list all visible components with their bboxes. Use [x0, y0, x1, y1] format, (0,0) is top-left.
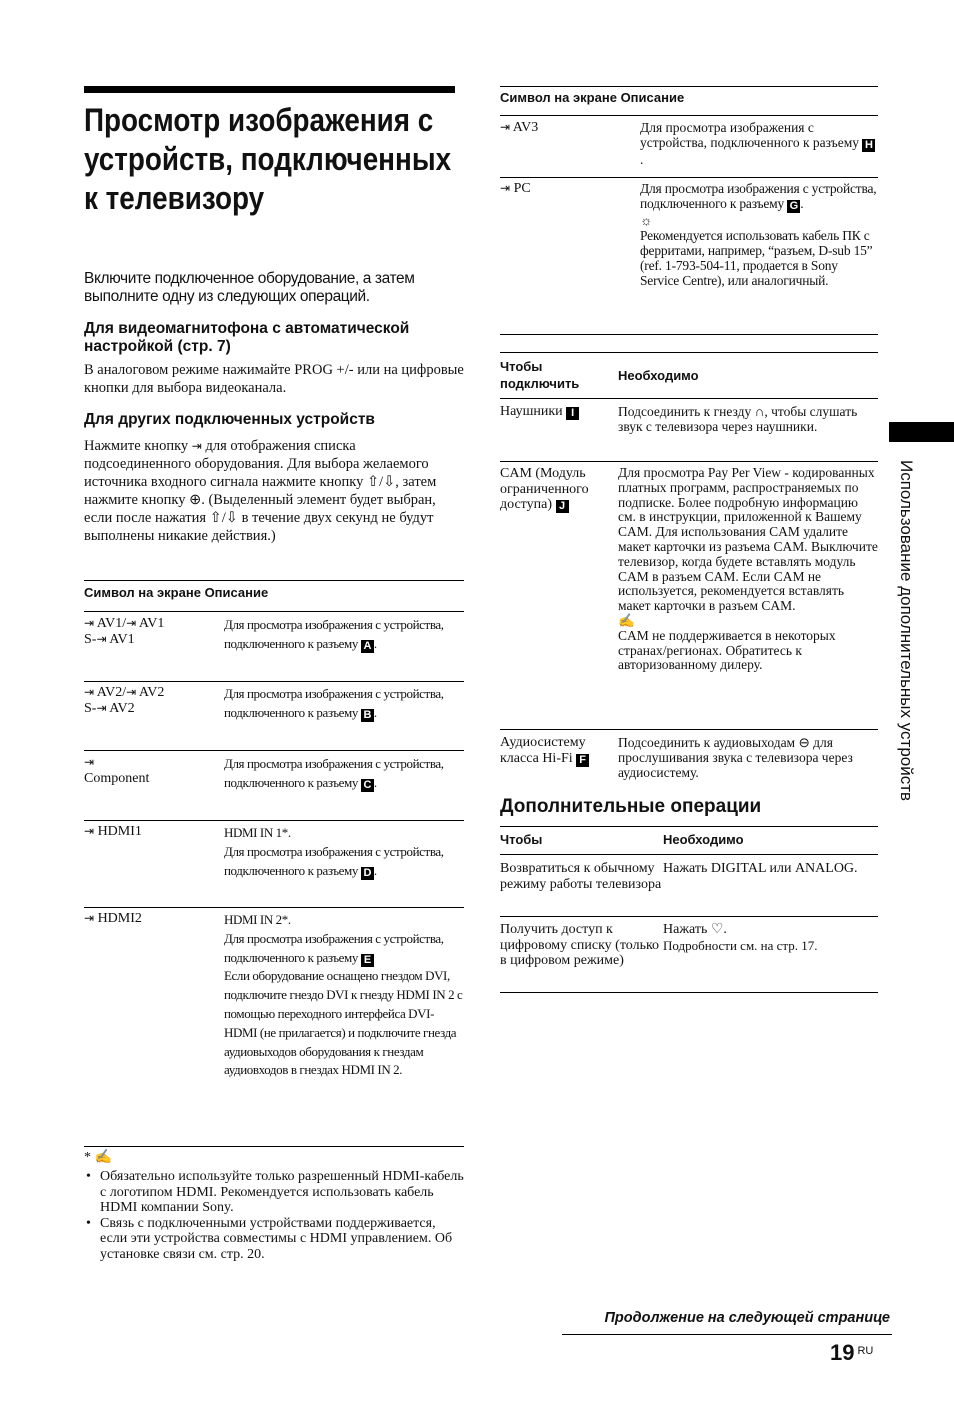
extra-ops-header: Чтобы Необходимо [500, 832, 744, 847]
other-text-part1: Нажмите кнопку [84, 438, 192, 454]
col-need-header: Необходимо [618, 367, 699, 383]
section-tab [889, 422, 954, 442]
connector-letter: F [576, 754, 589, 767]
list-item: • Связь с подключенными устройствами поддерживается, если эти устройства совместимы с HDMI управлением. Об установке связи см. стр. 20. [84, 1216, 464, 1263]
svideo-icon: ⇥ [96, 631, 107, 646]
col-to-header: Чтобы подключить [500, 359, 580, 391]
connector-letter: A [361, 640, 374, 653]
table-row: Возвратиться к обычному режиму работы телевизора Нажать DIGITAL или ANALOG. [500, 861, 858, 892]
section-tab-label: Использование дополнительных устройств [897, 460, 916, 802]
other-heading: Для других подключенных устройств [84, 411, 375, 428]
hdmi-icon: ⇥ [84, 911, 95, 925]
connector-letter: J [556, 500, 569, 513]
connector-letter: E [361, 954, 374, 967]
table-row: Получить доступ к цифровому списку (только в цифровом режиме) Нажать ♡. Подробности см. на стр. 17. [500, 922, 818, 968]
input-icon: ⇥ [84, 616, 95, 630]
table-row: CAM (Модуль ограниченного доступа) J Для просмотра Pay Per View - кодированных платных программ, распространяемых по подписке. Более подробную информацию см. в инструкции, приложенной к Вашему CAM. Для использования CAM удалите макет карточки из разъема CAM. Выключите телевизор, когда будете вставлять модуль CAM в разъем CAM. Если CAM не используется, рекомендуется вставлять макет карточки в разъем CAM. ✍ CAM не поддерживается в некоторых странах/регионах. Обратитесь к авторизованному дилеру. [500, 465, 878, 673]
intro-text: Включите подключенное оборудование, а затем выполните одну из следующих операций. [84, 270, 415, 305]
left-table-header [84, 585, 464, 600]
vcr-text: В аналоговом режиме нажимайте PROG +/- или на цифровые кнопки для выбора видеоканала. [84, 362, 464, 396]
input-icon: ⇥ [84, 685, 95, 699]
connector-letter: I [566, 407, 579, 420]
table-row: Наушники I Подсоединить к гнезду ∩, чтобы слушать звук с телевизора через наушники. [500, 404, 858, 434]
page-number: 19 $^{RU}$ [830, 1340, 874, 1365]
symbol-table [84, 616, 464, 684]
page-title: Просмотр изображения с устройств, подключенных к телевизору [84, 102, 452, 216]
left-table [84, 616, 464, 684]
table-row: ⇥ Component Для просмотра изображения с устройства, подключенного к разъему C . [84, 755, 444, 791]
component-icon: ⇥ [84, 755, 95, 769]
table-row: ⇥ AV1/⇥ AV1 S-⇥ AV1 Для просмотра изображения с устройства, подключенного к разъему A . [84, 616, 444, 652]
component-icon: ⇥ [126, 616, 137, 630]
hdmi-icon: ⇥ [84, 824, 95, 838]
footnote-list [84, 1169, 464, 1262]
note-icon: ✍ [94, 1150, 112, 1165]
connect-table-header [500, 358, 878, 392]
component-icon: ⇥ [126, 685, 137, 699]
col-desc-header: Описание [204, 585, 269, 600]
table-row: Аудиосистему класса Hi-Fi F Подсоединить к аудиовыходам ⊖ для прослушивания звука с телевизора через аудиосистему. [500, 735, 853, 780]
table-row: ⇥ AV2/⇥ AV2 S-⇥ AV2 Для просмотра изображения с устройства, подключенного к разъему B . [84, 685, 444, 721]
note-icon: ✍ [618, 612, 635, 628]
continued-note: Продолжение на следующей странице [604, 1310, 890, 1326]
col-symbol-header: Символ на экране [84, 585, 201, 600]
connector-letter: H [862, 139, 875, 152]
table-row: ⇥ HDMI2 HDMI IN 2*. Для просмотра изображения с устройства, подключенного к разъему E Если оборудование оснащено гнездом DVI, подключите гнездо DVI к гнезду HDMI IN 2 с помощью переходного интерфейса DVI-HDMI (не прилагается) и подключите гнезда аудиовыходов оборудования к гнездам аудиовходов в гнездах HDMI IN 2. [84, 911, 463, 1078]
footnote-mark: * ✍ [84, 1150, 112, 1165]
other-text [84, 437, 464, 545]
vcr-heading: Для видеомагнитофона с автоматической настройкой (стр. 7) [84, 320, 410, 355]
list-item: • Обязательно используйте только разрешенный HDMI-кабель с логотипом HDMI. Рекомендуется использовать кабель HDMI компании Sony. [84, 1169, 464, 1216]
table-row: ⇥ AV3 Для просмотра изображения с устройства, подключенного к разъему H. [500, 120, 878, 167]
tip-icon: ☼ [640, 213, 653, 228]
input-icon: ⇥ [500, 120, 511, 134]
table-row: ⇥ HDMI1 HDMI IN 1*. Для просмотра изображения с устройства, подключенного к разъему D . [84, 824, 444, 879]
svideo-icon: ⇥ [96, 700, 107, 715]
connector-letter: G [787, 200, 800, 213]
pc-icon: ⇥ [500, 181, 511, 195]
title-bar [84, 86, 455, 93]
input-icon: ⇥ [191, 439, 202, 453]
extra-ops-heading: Дополнительные операции [500, 796, 762, 817]
connector-letter: B [361, 709, 374, 722]
connector-letter: C [361, 779, 374, 792]
other-text-part2: для отображения списка подсоединенного оборудования. Для выбора желаемого источника входного сигнала нажмите кнопку ⇧/⇩, затем нажмите кнопку ⊕. (Выделенный элемент будет выбран, если после нажатия ⇧/⇩ в течение двух секунд не будут выполнены никакие действия.) [84, 438, 437, 544]
table-row: ⇥ PC Для просмотра изображения с устройства, подключенного к разъему G . ☼ Рекомендуется использовать кабель ПК с ферритами, например, “разъем, D-sub 15” (ref. 1-793-504-11, продается в Sony Service Centre), или аналогичный. [500, 181, 877, 288]
right-table-header: Символ на экране Описание [500, 90, 685, 105]
connector-letter: D [361, 867, 374, 880]
